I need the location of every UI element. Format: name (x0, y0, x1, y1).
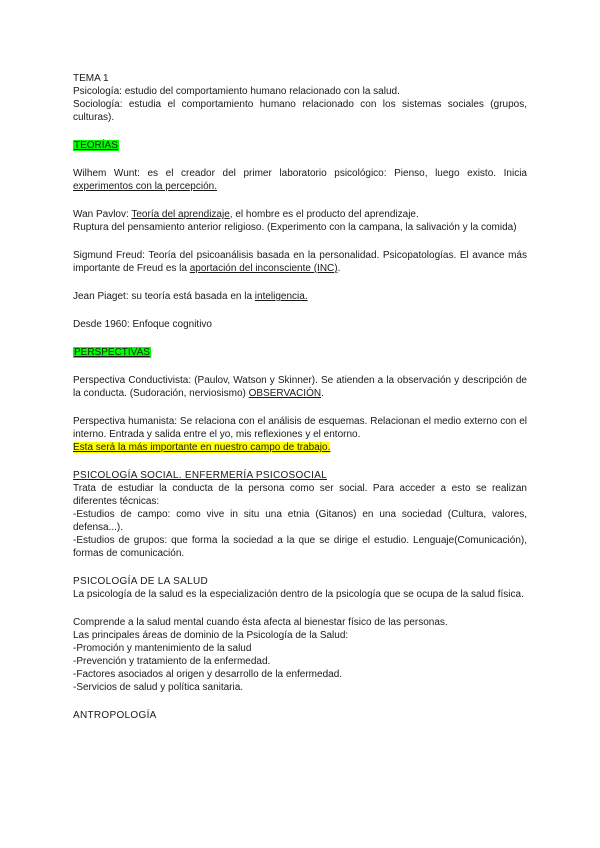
psicosocial-intro: Trata de estudiar la conducta de la persona como ser social. Para acceder a esto se realizan diferentes técnicas: (73, 483, 527, 507)
salud-heading: PSICOLOGÍA DE LA SALUD (73, 576, 208, 587)
pavlov-detail: Ruptura del pensamiento anterior religioso. (Experimento con la campana, la salivación y la comida) (73, 222, 517, 233)
antropologia-heading: ANTROPOLOGÍA (73, 710, 157, 721)
estudios-grupos: -Estudios de grupos: que forma la sociedad a la que se dirige el estudio. Lenguaje(Comunicación), formas de comunicación. (73, 535, 527, 559)
freud-underline: aportación del inconsciente (INC) (189, 263, 338, 274)
freud-paragraph: Sigmund Freud: Teoría del psicoanálisis basada en la personalidad. Psicopatologías. El avance más importante de Freud es la aportación del inconsciente (INC). (73, 250, 527, 274)
salud-p3: Las principales áreas de dominio de la Psicología de la Salud: (73, 630, 349, 641)
pavlov-underline: Teoría del aprendizaje (131, 209, 230, 220)
wundt-paragraph: Wilhem Wunt: es el creador del primer laboratorio psicológico: Pienso, luego existo. Inicia experimentos con la percepción. (73, 168, 527, 192)
wundt-underline: experimentos con la percepción. (73, 181, 217, 192)
estudios-campo: -Estudios de campo: como vive in situ una etnia (Gitanos) en una sociedad (Cultura, valores, defensa...). (73, 509, 527, 533)
conductivista-paragraph: Perspectiva Conductivista: (Paulov, Watson y Skinner). Se atienden a la observación y descripción de la conducta. (Sudoración, nerviosismo) OBSERVACIÓN. (73, 375, 527, 399)
tema-title: TEMA 1 (73, 73, 109, 84)
humanista-paragraph: Perspectiva humanista: Se relaciona con el análisis de esquemas. Relacionan el medio externo con el interno. Entrada y salida entre el yo, mis reflexiones y el entorno. (73, 416, 527, 440)
list-item: -Prevención y tratamiento de la enfermedad. (73, 656, 271, 667)
pavlov-line: Wan Pavlov: Teoría del aprendizaje, el hombre es el producto del aprendizaje. (73, 209, 419, 220)
teorias-heading: TEORÍAS (74, 140, 118, 151)
list-item: -Servicios de salud y política sanitaria. (73, 682, 244, 693)
piaget-paragraph: Jean Piaget: su teoría está basada en la inteligencia. (73, 291, 308, 302)
list-item: -Promoción y mantenimiento de la salud (73, 643, 252, 654)
salud-p1: La psicología de la salud es la especialización dentro de la psicología que se ocupa de la salud física. (73, 589, 524, 600)
salud-p2: Comprende a la salud mental cuando ésta afecta al bienestar físico de las personas. (73, 617, 448, 628)
psicosocial-heading: PSICOLOGÍA SOCIAL. ENFERMERÍA PSICOSOCIAL (73, 470, 328, 481)
perspectivas-heading: PERSPECTIVAS (74, 347, 150, 358)
observacion-underline: OBSERVACIÓN (248, 388, 322, 399)
intro-psicologia: Psicología: estudio del comportamiento humano relacionado con la salud. (73, 86, 400, 97)
piaget-underline: inteligencia. (254, 291, 308, 302)
humanista-highlight: Esta será la más importante en nuestro campo de trabajo. (73, 442, 331, 453)
intro-sociologia: Sociología: estudia el comportamiento humano relacionado con los sistemas sociales (grupos, culturas). (73, 99, 527, 123)
cognitivo-line: Desde 1960: Enfoque cognitivo (73, 319, 212, 330)
list-item: -Factores asociados al origen y desarrollo de la enfermedad. (73, 669, 343, 680)
